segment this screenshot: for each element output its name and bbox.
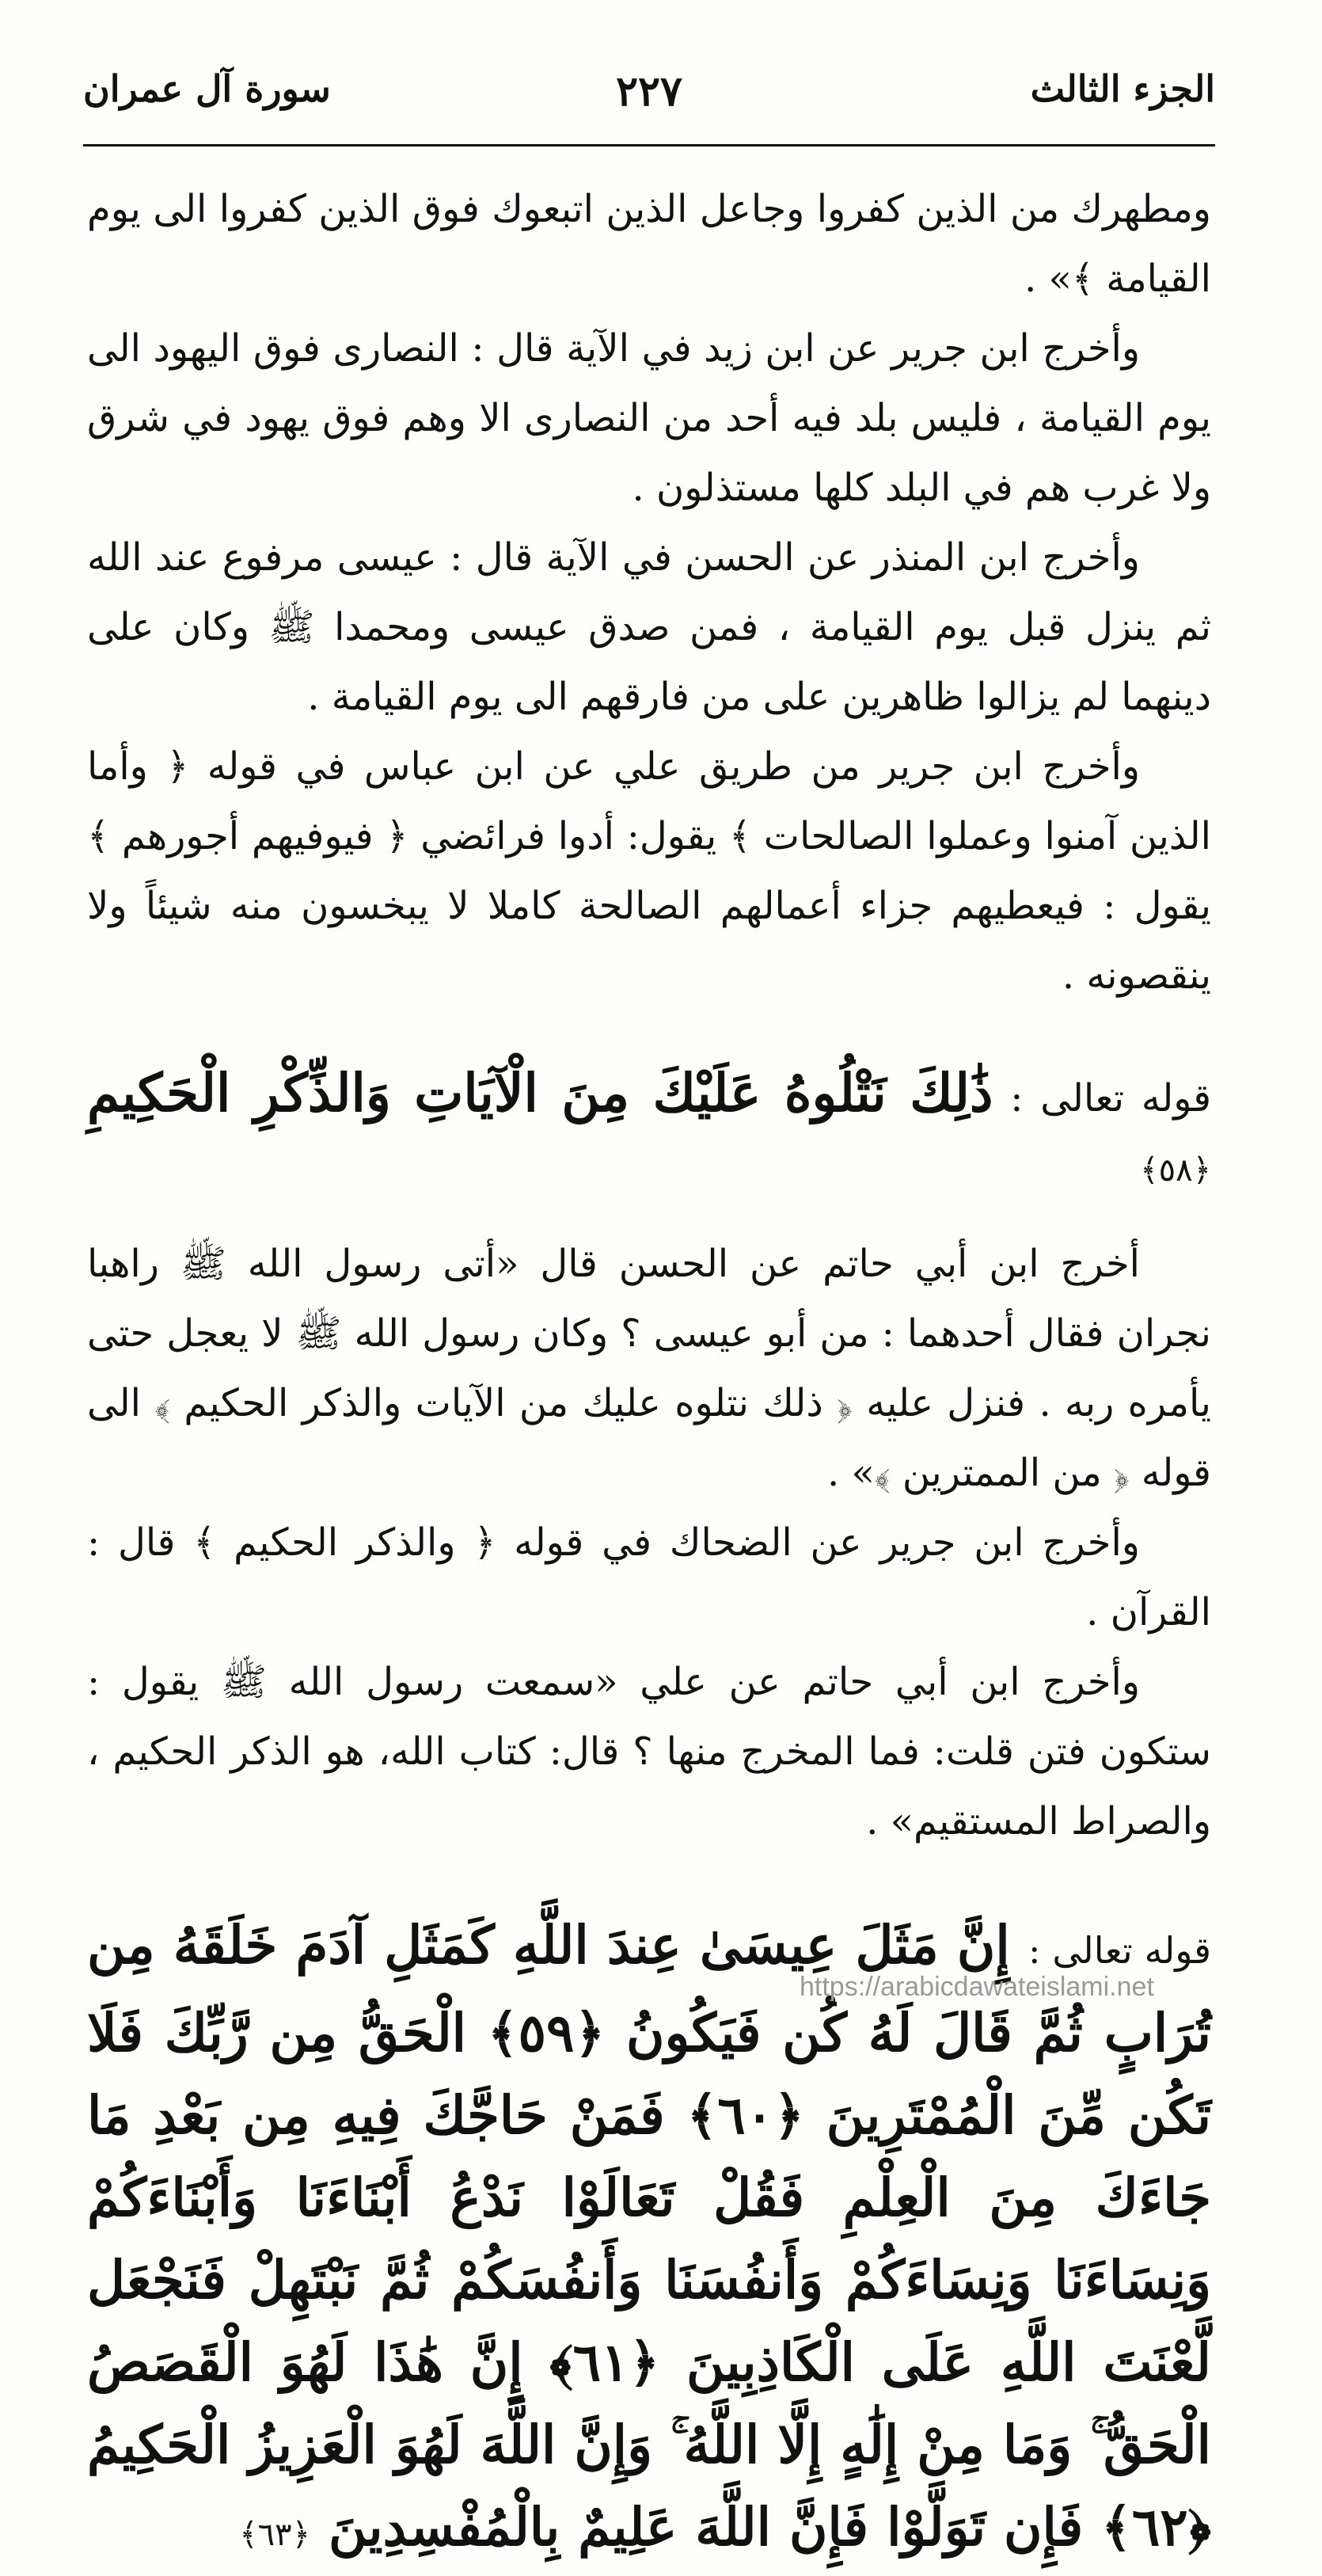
header-rule [83,144,1215,146]
paragraph-ibn-zayd: وأخرج ابن جرير عن ابن زيد في الآية قال : النصارى فوق اليهود الى يوم القيامة ، فليس بلد فيه أحد من النصارى الا وهم فوق يهود في شرق ولا غرب هم في البلد كلها مستذلون . [87,326,1211,510]
watermark-url: https://arabicdawateislami.net [800,1972,1154,2002]
verses-59-63 [87,1904,1211,2576]
paragraph-ali: وأخرج ابن أبي حاتم عن علي «سمعت رسول الله ﷺ يقول : ستكون فتن قلت: فما المخرج منها ؟ قال: كتاب الله، هو الذكر الحكيم ، والصراط المستقيم» . [87,1660,1211,1844]
verse-58-lead: قوله تعالى : [1010,1076,1212,1121]
verse-58-line [87,1058,1211,1205]
verses-59-63-text: إِنَّ مَثَلَ عِيسَىٰ عِندَ اللَّهِ كَمَثَلِ آدَمَ خَلَقَهُ مِن تُرَابٍ ثُمَّ قَالَ لَهُ كُن فَيَكُونُ ﴿٥٩﴾ الْحَقُّ مِن رَّبِّكَ فَلَا تَكُن مِّنَ الْمُمْتَرِينَ ﴿٦٠﴾ فَمَنْ حَاجَّكَ فِيهِ مِن بَعْدِ مَا جَاءَكَ مِنَ الْعِلْمِ فَقُلْ تَعَالَوْا نَدْعُ أَبْنَاءَنَا وَأَبْنَاءَكُمْ وَنِسَاءَنَا وَنِسَاءَكُمْ وَأَنفُسَنَا وَأَنفُسَكُمْ ثُمَّ نَبْتَهِلْ فَنَجْعَل لَّعْنَتَ اللَّهِ عَلَى الْكَاذِبِينَ ﴿٦١﴾ إِنَّ هَٰذَا لَهُوَ الْقَصَصُ الْحَقُّ ۚ وَمَا مِنْ إِلَٰهٍ إِلَّا اللَّهُ ۚ وَإِنَّ اللَّهَ لَهُوَ الْعَزِيزُ الْحَكِيمُ ﴿٦٢﴾ فَإِن تَوَلَّوْا فَإِنَّ اللَّهَ عَلِيمٌ بِالْمُفْسِدِينَ [87,1914,1211,2558]
verse-58-text: ذَٰلِكَ نَتْلُوهُ عَلَيْكَ مِنَ الْآيَاتِ وَالذِّكْرِ الْحَكِيمِ [87,1062,993,1124]
page-body [87,174,1211,2576]
part-label: الجزء الثالث [1030,67,1215,110]
page-number: ٢٢٧ [616,67,682,116]
paragraph-ibn-al-mundhir: وأخرج ابن المنذر عن الحسن في الآية قال : عيسى مرفوع عند الله ثم ينزل قبل يوم القيامة ، فمن صدق عيسى ومحمدا ﷺ وكان على دينهما لم يزالوا ظاهرين على من فارقهم الى يوم القيامة . [87,535,1211,719]
surah-label: سورة آل عمران [83,67,331,110]
paragraph-ibn-abbas: وأخرج ابن جرير من طريق علي عن ابن عباس في قوله ﴿ وأما الذين آمنوا وعملوا الصالحات ﴾ يقول: أدوا فرائضي ﴿ فيوفيهم أجورهم ﴾ يقول : فيعطيهم جزاء أعمالهم الصالحة كاملا لا يبخسون منه شيئاً ولا ينقصونه . [87,744,1211,998]
paragraph-al-hasan: أخرج ابن أبي حاتم عن الحسن قال «أتى رسول الله ﷺ راهبا نجران فقال أحدهما : من أبو عيسى ؟ وكان رسول الله ﷺ لا يعجل حتى يأمره ربه . فنزل عليه ﴿ ذلك نتلوه عليك من الآيات والذكر الحكيم ﴾ الى قوله ﴿ من الممترين ﴾» . [87,1242,1211,1495]
verse-58-number: ﴿٥٨﴾ [1140,1152,1211,1189]
paragraph-al-dahhak: وأخرج ابن جرير عن الضحاك في قوله ﴿ والذكر الحكيم ﴾ قال : القرآن . [87,1520,1211,1634]
verse-59-lead: قوله تعالى : [1028,1929,1211,1972]
paragraph-continuation: ومطهرك من الذين كفروا وجاعل الذين اتبعوك فوق الذين كفروا الى يوم القيامة ﴾» . [87,187,1211,301]
verse-63-number: ﴿٦٣﴾ [239,2517,311,2553]
page-header [83,67,1215,131]
